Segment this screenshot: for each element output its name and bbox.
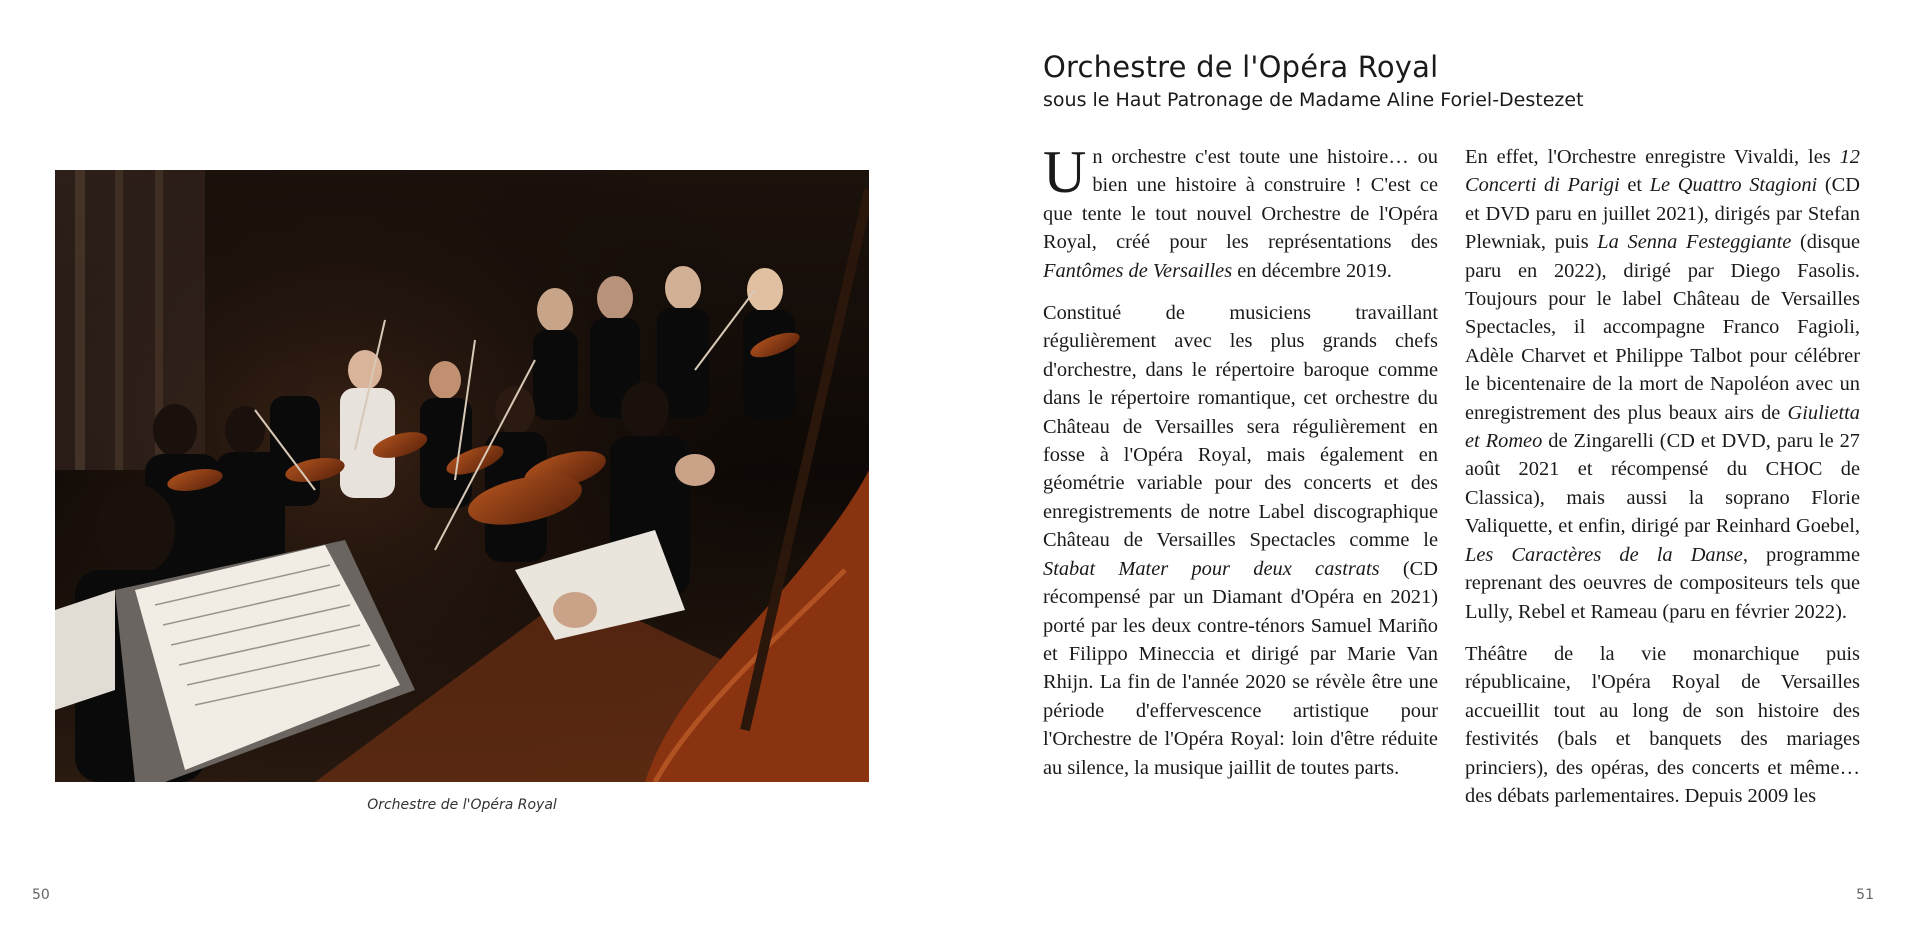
- italic-title: 12 Concerti di Parigi: [1465, 146, 1860, 197]
- italic-title: Giulietta et Romeo: [1465, 401, 1860, 453]
- text-column-1: [1043, 139, 1438, 796]
- italic-title: Stabat Mater pour deux castrats: [1043, 557, 1380, 580]
- paragraph: [1465, 143, 1860, 626]
- text-run: n orchestre c'est toute une histoire… ou bien une histoire à construire ! C'est ce que tente le tout nouvel Orchestre de l'Opéra Royal, créé pour les représentations des: [1043, 146, 1438, 254]
- page-number-left: 50: [32, 887, 50, 903]
- orchestra-photo-icon: [55, 170, 869, 782]
- orchestra-photo: [55, 170, 869, 782]
- text-run: En effet, l'Orchestre enregistre Vivaldi, les: [1465, 146, 1840, 168]
- italic-title: Le Quattro Stagioni: [1649, 174, 1818, 197]
- paragraph: [1043, 299, 1438, 782]
- text-run: en décembre 2019.: [1232, 259, 1392, 282]
- italic-title: Les Caractères de la Danse: [1465, 543, 1743, 566]
- text-run: Théâtre de la vie monarchique puis républicaine, l'Opéra Royal de Versailles accueillit tout au long de son histoire des festivités (bals et banquets des mariages princiers), des opéras, des concerts et même… des débats parlementaires. Depuis 2009 les: [1465, 642, 1860, 807]
- text-run: Constitué de musiciens travaillant régulièrement avec les plus grands chefs d'orchestre, dans le répertoire baroque comme dans le répertoire romantique, cet orchestre du Château de Versailles sera régulièrement en fosse à l'Opéra Royal, mais également en géométrie variable pour des concerts et des enregistrements de notre Label discographique Château de Versailles Spectacles comme le: [1043, 302, 1438, 552]
- text-run: , programme reprenant des oeuvres de compositeurs tels que Lully, Rebel et Rameau (paru en février 2022).: [1465, 543, 1861, 623]
- italic-title: La Senna Festeggiante: [1597, 231, 1792, 254]
- right-page: [953, 0, 1906, 929]
- text-run: et: [1619, 174, 1650, 197]
- paragraph: [1043, 139, 1438, 285]
- drop-cap: U: [1043, 139, 1087, 205]
- text-run: (disque paru en 2022), dirigé par Diego Fasolis. Toujours pour le label Château de Versailles Spectacles, il accompagne Franco Fagioli, Adèle Charvet et Philippe Talbot pour célébrer le bicentenaire de la mort de Napoléon avec un enregistrement des plus beaux airs de: [1465, 231, 1860, 424]
- page-subtitle: sous le Haut Patronage de Madame Aline Foriel-Destezet: [1043, 89, 1584, 111]
- italic-title: Fantômes de Versailles: [1043, 259, 1233, 282]
- text-run: (CD et DVD paru en juillet 2021), dirigés par Stefan Plewniak, puis: [1465, 174, 1860, 254]
- page-number-right: 51: [1856, 887, 1874, 903]
- page-title: Orchestre de l'Opéra Royal: [1043, 50, 1439, 84]
- photo-caption: Orchestre de l'Opéra Royal: [367, 797, 557, 813]
- text-run: de Zingarelli (CD et DVD, paru le 27 août 2021 et récompensé du CHOC de Classica), mais aussi la soprano Florie Valiquette, et enfin, dirigé par Reinhard Goebel,: [1465, 430, 1860, 538]
- paragraph: [1465, 640, 1860, 810]
- text-run: (CD récompensé par un Diamant d'Opéra en 2021) porté par les deux contre-ténors Samuel Mariño et Filippo Mineccia et dirigé par Marie Van Rhijn. La fin de l'année 2020 se révèle être une période d'effervescence artistique pour l'Orchestre de l'Opéra Royal: loin d'être réduite au silence, la musique jaillit de toutes parts.: [1043, 557, 1438, 779]
- text-column-2: [1465, 143, 1860, 824]
